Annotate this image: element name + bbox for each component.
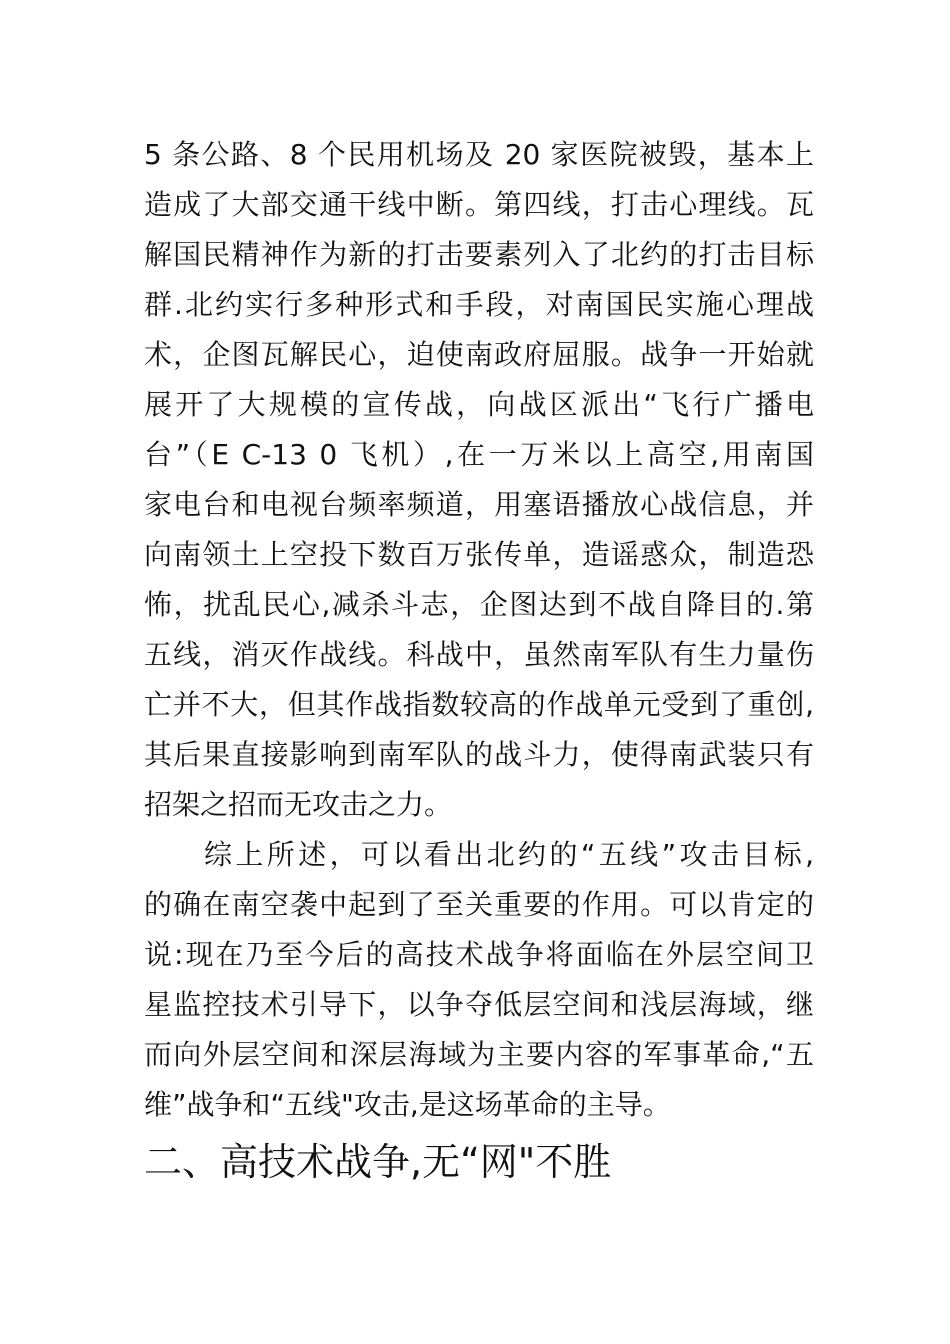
text-line: 台”（E C-13 0 飞机）,在一万米以上高空,用南国 bbox=[144, 438, 814, 471]
text-line: 而向外层空间和深层海域为主要内容的军事革命,“五 bbox=[144, 1038, 814, 1071]
text-line: 解国民精神作为新的打击要素列入了北约的打击目标 bbox=[144, 238, 814, 271]
text-line: 展开了大规模的宣传战，向战区派出“飞行广播电 bbox=[144, 388, 814, 421]
text-line: 向南领土上空投下数百万张传单，造谣惑众，制造恐 bbox=[144, 538, 814, 571]
text-line: 说:现在乃至今后的高技术战争将面临在外层空间卫 bbox=[144, 938, 814, 971]
section-heading: 二、高技术战争,无“网"不胜 bbox=[144, 1140, 612, 1184]
text-line: 家电台和电视台频率频道，用塞语播放心战信息，并 bbox=[144, 488, 814, 521]
text-line: 怖，扰乱民心,减杀斗志，企图达到不战自降目的.第 bbox=[144, 588, 814, 621]
text-line: 五线，消灭作战线。科战中，虽然南军队有生力量伤 bbox=[144, 638, 814, 671]
text-line: 其后果直接影响到南军队的战斗力，使得南武装只有 bbox=[144, 738, 814, 771]
text-line: 5 条公路、8 个民用机场及 20 家医院被毁，基本上 bbox=[144, 138, 814, 171]
text-line: 招架之招而无攻击之力。 bbox=[144, 788, 453, 821]
text-line: 术，企图瓦解民心，迫使南政府屈服。战争一开始就 bbox=[144, 338, 814, 371]
text-line: 综上所述，可以看出北约的“五线”攻击目标, bbox=[204, 838, 814, 871]
text-line: 群.北约实行多种形式和手段，对南国民实施心理战 bbox=[144, 288, 814, 321]
body-text bbox=[144, 130, 814, 1130]
text-line: 维”战争和“五线"攻击,是这场革命的主导。 bbox=[144, 1088, 671, 1121]
text-line: 星监控技术引导下，以争夺低层空间和浅层海域，继 bbox=[144, 988, 814, 1021]
text-line: 的确在南空袭中起到了至关重要的作用。可以肯定的 bbox=[144, 888, 814, 921]
text-line: 造成了大部交通干线中断。第四线，打击心理线。瓦 bbox=[144, 188, 814, 221]
text-line: 亡并不大，但其作战指数较高的作战单元受到了重创, bbox=[144, 688, 814, 721]
